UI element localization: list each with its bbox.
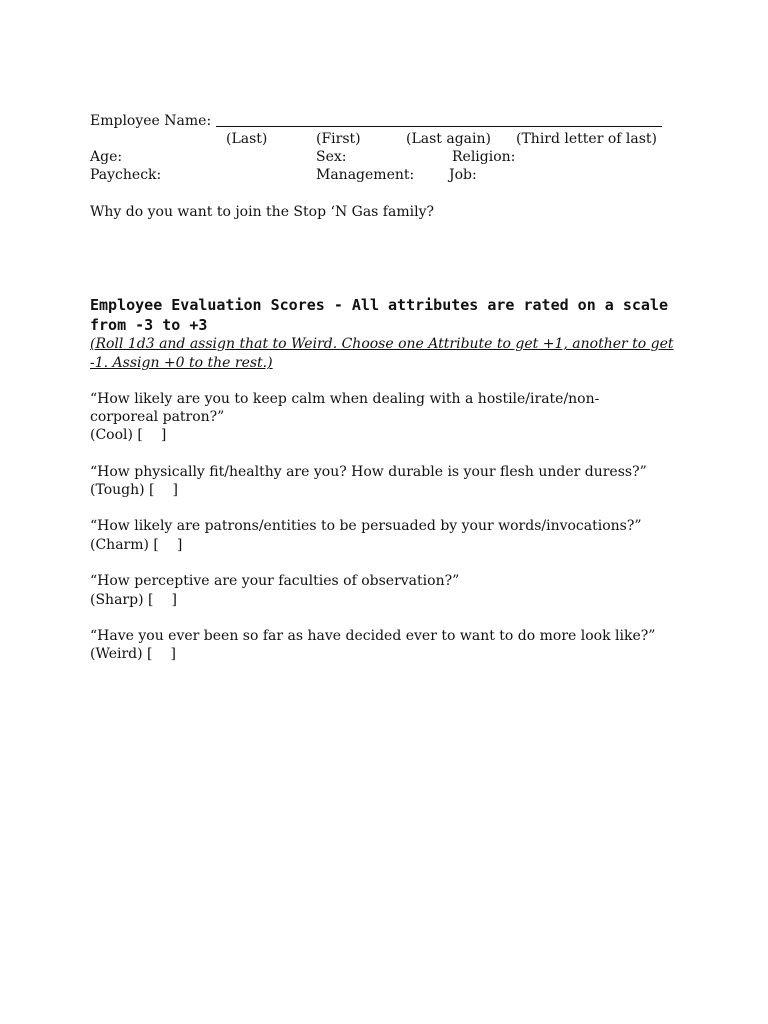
attribute-tough-row	[90, 481, 178, 499]
attribute-charm-close: ]	[176, 537, 183, 553]
attribute-cool-row	[90, 426, 166, 444]
attribute-sharp-label: (Sharp) [	[90, 592, 154, 608]
religion-label: Religion:	[452, 149, 516, 165]
management-label: Management:	[316, 167, 415, 183]
attribute-tough-close: ]	[172, 482, 178, 498]
evaluation-instruction-line1: (Roll 1d3 and assign that to Weird. Choose one Attribute to get +1, another to get	[90, 336, 674, 352]
attribute-sharp-close: ]	[171, 592, 177, 608]
question-cool-line2: corporeal patron?”	[90, 409, 225, 425]
age-label: Age:	[90, 149, 123, 165]
evaluation-instruction-line2: -1. Assign +0 to the rest.)	[90, 355, 273, 371]
job-label: Job:	[449, 167, 477, 183]
question-cool-line1: “How likely are you to keep calm when dealing with a hostile/irate/non-	[90, 391, 600, 407]
evaluation-heading-line2: from -3 to +3	[90, 316, 208, 334]
attribute-weird-row	[90, 645, 176, 663]
question-tough-line1: “How physically fit/healthy are you? How durable is your flesh under duress?”	[90, 464, 647, 480]
last-name-caption: (Last)	[226, 131, 268, 147]
last-again-caption: (Last again)	[406, 131, 491, 147]
evaluation-heading-line1: Employee Evaluation Scores - All attributes are rated on a scale	[90, 296, 668, 314]
attribute-sharp-row	[90, 591, 177, 609]
question-charm-line1: “How likely are patrons/entities to be persuaded by your words/invocations?”	[90, 518, 642, 534]
why-join-question: Why do you want to join the Stop ‘N Gas family?	[90, 204, 434, 220]
attribute-weird-label: (Weird) [	[90, 646, 153, 662]
attribute-cool-label: (Cool) [	[90, 427, 143, 443]
attribute-charm-row	[90, 536, 182, 554]
paycheck-label: Paycheck:	[90, 167, 162, 183]
attribute-cool-close: ]	[160, 427, 167, 443]
third-letter-caption: (Third letter of last)	[516, 131, 657, 147]
attribute-charm-label: (Charm) [	[90, 537, 159, 553]
attribute-tough-label: (Tough) [	[90, 482, 155, 498]
attribute-weird-close: ]	[170, 646, 176, 662]
employee-name-label: Employee Name:	[90, 113, 212, 129]
employee-name-field[interactable]	[216, 126, 662, 127]
question-weird-line1: “Have you ever been so far as have decided ever to want to do more look like?”	[90, 628, 656, 644]
question-sharp-line1: “How perceptive are your faculties of observation?”	[90, 573, 460, 589]
first-name-caption: (First)	[316, 131, 361, 147]
sex-label: Sex:	[316, 149, 347, 165]
